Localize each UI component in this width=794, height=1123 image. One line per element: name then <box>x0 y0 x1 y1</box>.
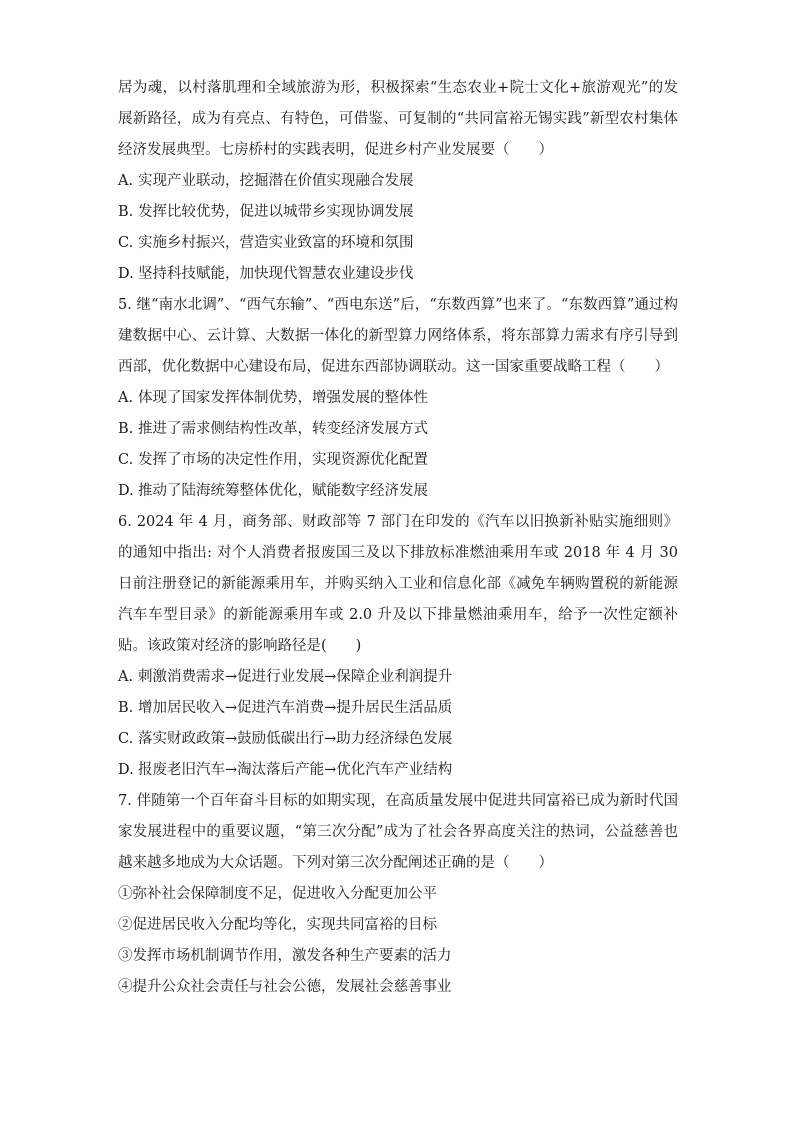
question-5-option-b <box>118 414 678 445</box>
option-letter: D. <box>118 762 134 778</box>
option-letter: A. <box>118 390 134 406</box>
option-text: 坚持科技赋能，加快现代智慧农业建设步伐 <box>138 266 414 282</box>
question-7-item-3: ③发挥市场机制调节作用，激发各种生产要素的活力 <box>118 948 452 964</box>
option-text: 体现了国家发挥体制优势，增强发展的整体性 <box>138 390 428 406</box>
question-6-option-c <box>118 724 678 755</box>
question-6-option-a <box>118 662 678 693</box>
option-letter: B. <box>118 204 134 220</box>
option-text: 发挥了市场的决定性作用，实现资源优化配置 <box>138 452 428 468</box>
option-letter: C. <box>118 235 134 251</box>
question-5-option-c <box>118 445 678 476</box>
question-4-option-c <box>118 228 678 259</box>
question-7-item-1: ①弥补社会保障制度不足，促进收入分配更加公平 <box>118 886 437 902</box>
question-5-option-a <box>118 383 678 414</box>
option-text: 推进了需求侧结构性改革，转变经济发展方式 <box>138 421 428 437</box>
option-letter: D. <box>118 483 134 499</box>
question-7-item-4: ④提升公众社会责任与社会公德，发展社会慈善事业 <box>118 979 452 995</box>
question-7-item-2: ②促进居民收入分配均等化，实现共同富裕的目标 <box>118 917 437 933</box>
option-text: 实现产业联动，挖掘潜在价值实现融合发展 <box>138 173 414 189</box>
option-text: 实施乡村振兴，营造实业致富的环境和氛围 <box>138 235 414 251</box>
question-5-option-d <box>118 476 678 507</box>
option-text: 落实财政政策→鼓励低碳出行→助力经济绿色发展 <box>138 731 453 747</box>
question-6-stem: 6. 2024 年 4 月，商务部、财政部等 7 部门在印发的《汽车以旧换新补贴实施细则》的通知中指出: 对个人消费者报废国三及以下排放标准燃油乘用车或 2018 年 4 月 30 日前注册登记的新能源乘用车，并购买纳入工业和信息化部《减免车辆购置税的新能源汽车车型目录》的新能源乘用车或 2.0 升及以下排量燃油乘用车，给予一次性定额补贴。该政策对经济的影响路径是( ) <box>118 514 678 654</box>
option-letter: B. <box>118 421 134 437</box>
document-content <box>118 73 678 1003</box>
option-text: 刺激消费需求→促进行业发展→保障企业利润提升 <box>138 669 453 685</box>
option-letter: A. <box>118 669 134 685</box>
option-letter: C. <box>118 452 134 468</box>
question-4-option-d <box>118 259 678 290</box>
question-6-option-b <box>118 693 678 724</box>
option-text: 报废老旧汽车→淘汰落后产能→优化汽车产业结构 <box>138 762 453 778</box>
question-4-option-b <box>118 197 678 228</box>
option-text: 增加居民收入→促进汽车消费→提升居民生活品质 <box>138 700 453 716</box>
option-letter: B. <box>118 700 134 716</box>
question-4-stem: 居为魂，以村落肌理和全域旅游为形，积极探索“生态农业+院士文化+旅游观光”的发展新路径，成为有亮点、有特色，可借鉴、可复制的“共同富裕无锡实践”新型农村集体经济发展典型。七房桥村的实践表明，促进乡村产业发展要（ ） <box>118 80 678 158</box>
question-4-option-a <box>118 166 678 197</box>
option-letter: C. <box>118 731 134 747</box>
option-text: 推动了陆海统筹整体优化，赋能数字经济发展 <box>138 483 428 499</box>
option-text: 发挥比较优势，促进以城带乡实现协调发展 <box>138 204 414 220</box>
question-5-stem: 5. 继“南水北调”、“西气东输”、“西电东送”后，“东数西算”也来了。“东数西算”通过构建数据中心、云计算、大数据一体化的新型算力网络体系，将东部算力需求有序引导到西部，优化数据中心建设布局，促进东西部协调联动。这一国家重要战略工程（ ） <box>118 297 678 375</box>
question-6-option-d <box>118 755 678 786</box>
option-letter: A. <box>118 173 134 189</box>
option-letter: D. <box>118 266 134 282</box>
question-7-stem: 7. 伴随第一个百年奋斗目标的如期实现，在高质量发展中促进共同富裕已成为新时代国家发展进程中的重要议题，“第三次分配”成为了社会各界高度关注的热词，公益慈善也越来越多地成为大众话题。下列对第三次分配阐述正确的是（ ） <box>118 793 678 871</box>
